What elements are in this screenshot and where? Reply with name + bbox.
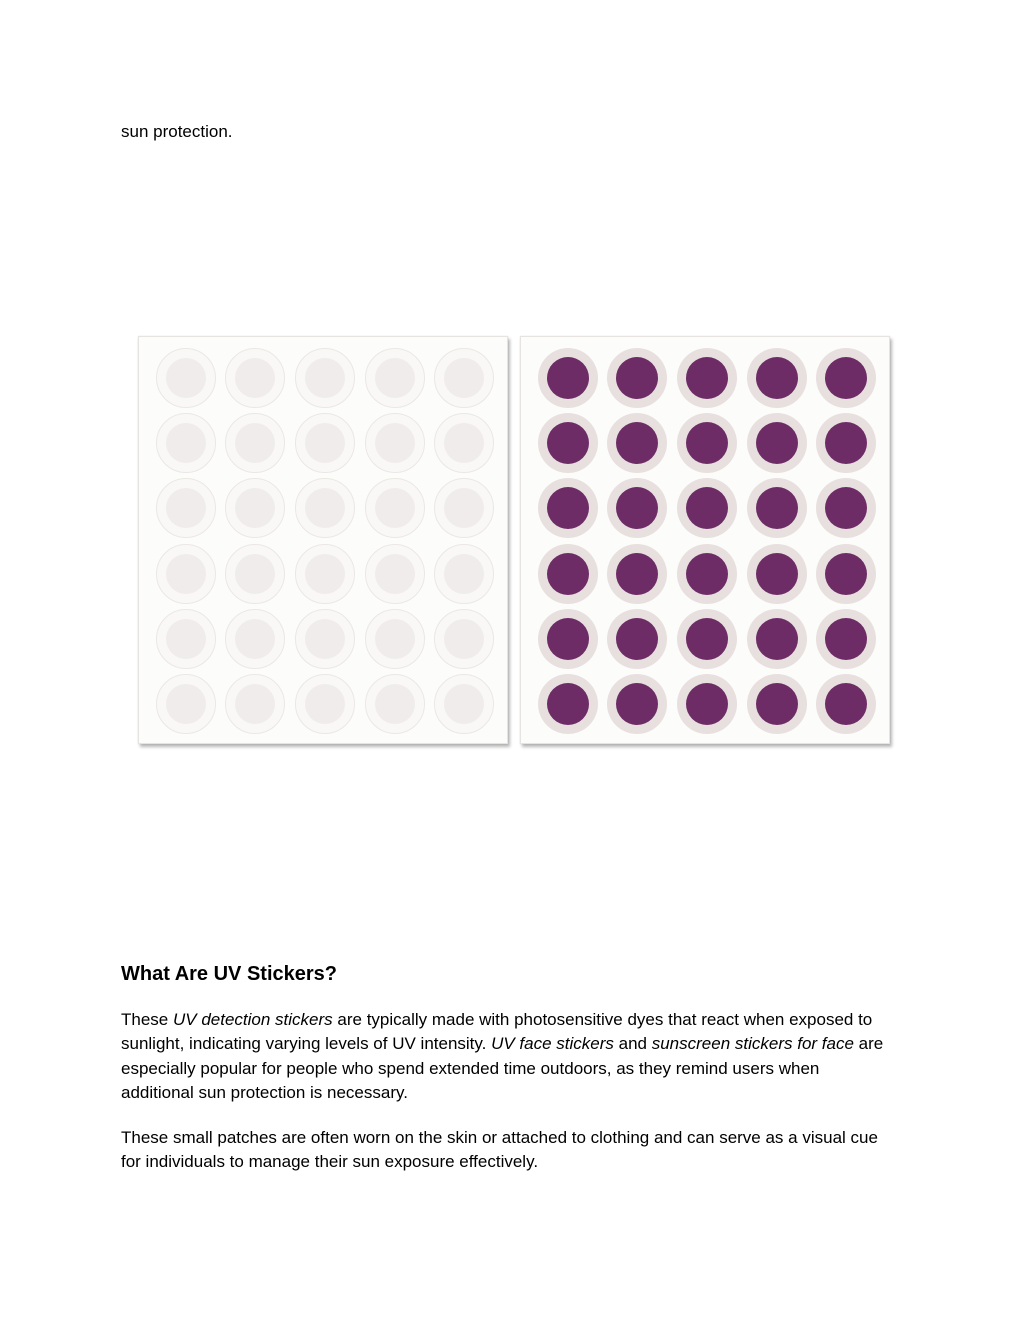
exposed-uv-indicator-dot xyxy=(547,487,589,529)
exposed-uv-indicator-dot xyxy=(825,487,867,529)
exposed-uv-indicator-dot xyxy=(686,487,728,529)
unexposed-uv-indicator-dot xyxy=(444,488,484,528)
exposed-uv-sticker xyxy=(816,674,876,734)
sunscreen-stickers-term: sunscreen stickers for face xyxy=(651,1034,854,1054)
unexposed-uv-sticker xyxy=(225,478,285,538)
unexposed-uv-sticker xyxy=(225,544,285,604)
unexposed-uv-indicator-dot xyxy=(305,423,345,463)
unexposed-uv-indicator-dot xyxy=(305,488,345,528)
paragraph-1-text-c: and xyxy=(613,1034,652,1054)
unexposed-uv-indicator-dot xyxy=(375,358,415,398)
exposed-uv-indicator-dot xyxy=(825,618,867,660)
exposed-sticker-grid xyxy=(533,345,881,737)
unexposed-uv-indicator-dot xyxy=(305,358,345,398)
unexposed-uv-indicator-dot xyxy=(166,619,206,659)
unexposed-uv-sticker xyxy=(225,413,285,473)
unexposed-uv-indicator-dot xyxy=(375,684,415,724)
uv-detection-stickers-term: UV detection stickers xyxy=(172,1010,333,1029)
exposed-uv-sticker xyxy=(538,674,598,734)
section-heading: What Are UV Stickers? xyxy=(121,963,337,985)
unexposed-uv-indicator-dot xyxy=(235,619,275,659)
paragraph-2: These small patches are often worn on the skin or attached to clothing and can serve as a visual cue for individuals to manage their sun exposure effectively. xyxy=(121,1128,878,1172)
exposed-uv-indicator-dot xyxy=(547,422,589,464)
continuation-text: sun protection. xyxy=(121,122,233,141)
unexposed-uv-sticker xyxy=(434,674,494,734)
exposed-uv-sticker xyxy=(677,348,737,408)
unexposed-uv-sticker xyxy=(295,674,355,734)
exposed-uv-indicator-dot xyxy=(616,422,658,464)
unexposed-uv-indicator-dot xyxy=(375,423,415,463)
unexposed-uv-indicator-dot xyxy=(444,684,484,724)
unexposed-uv-indicator-dot xyxy=(305,684,345,724)
unexposed-uv-sticker xyxy=(434,478,494,538)
exposed-uv-indicator-dot xyxy=(756,422,798,464)
paragraph-1-text-d: are especially popular for people who spend extended time outdoors, as they remind users when additional sun protection is necessary. xyxy=(121,1034,884,1102)
unexposed-uv-sticker xyxy=(156,478,216,538)
unexposed-uv-sticker xyxy=(365,413,425,473)
unexposed-uv-sticker xyxy=(434,609,494,669)
unexposed-uv-sticker xyxy=(295,544,355,604)
unexposed-uv-indicator-dot xyxy=(375,619,415,659)
exposed-uv-sticker xyxy=(538,413,598,473)
exposed-uv-sticker xyxy=(677,478,737,538)
unexposed-uv-indicator-dot xyxy=(166,358,206,398)
unexposed-uv-sticker xyxy=(156,348,216,408)
unexposed-uv-sticker xyxy=(156,544,216,604)
exposed-uv-indicator-dot xyxy=(825,422,867,464)
exposed-uv-sticker xyxy=(538,609,598,669)
exposed-uv-sticker xyxy=(747,413,807,473)
exposed-uv-indicator-dot xyxy=(686,553,728,595)
exposed-uv-indicator-dot xyxy=(825,553,867,595)
exposed-uv-sticker xyxy=(747,609,807,669)
unexposed-sticker-sheet xyxy=(138,336,508,744)
exposed-uv-sticker xyxy=(607,413,667,473)
unexposed-uv-sticker xyxy=(365,674,425,734)
exposed-uv-indicator-dot xyxy=(547,683,589,725)
exposed-uv-sticker xyxy=(747,478,807,538)
exposed-uv-indicator-dot xyxy=(616,618,658,660)
exposed-uv-sticker xyxy=(538,544,598,604)
unexposed-uv-sticker xyxy=(156,674,216,734)
exposed-uv-sticker xyxy=(607,478,667,538)
unexposed-uv-indicator-dot xyxy=(444,358,484,398)
exposed-uv-indicator-dot xyxy=(686,683,728,725)
unexposed-uv-sticker xyxy=(225,609,285,669)
exposed-uv-indicator-dot xyxy=(686,357,728,399)
unexposed-uv-sticker xyxy=(295,413,355,473)
exposed-uv-indicator-dot xyxy=(686,422,728,464)
unexposed-uv-indicator-dot xyxy=(166,488,206,528)
unexposed-uv-indicator-dot xyxy=(444,423,484,463)
exposed-uv-sticker xyxy=(607,674,667,734)
unexposed-uv-sticker xyxy=(295,348,355,408)
exposed-uv-sticker xyxy=(677,544,737,604)
exposed-uv-sticker xyxy=(607,609,667,669)
unexposed-sticker-grid xyxy=(151,345,499,737)
unexposed-uv-indicator-dot xyxy=(444,554,484,594)
unexposed-uv-sticker xyxy=(434,348,494,408)
exposed-uv-indicator-dot xyxy=(756,683,798,725)
exposed-uv-sticker xyxy=(677,674,737,734)
exposed-uv-sticker xyxy=(538,348,598,408)
unexposed-uv-sticker xyxy=(365,478,425,538)
unexposed-uv-sticker xyxy=(156,609,216,669)
exposed-uv-sticker xyxy=(816,609,876,669)
exposed-sticker-sheet xyxy=(520,336,890,744)
exposed-uv-sticker xyxy=(607,348,667,408)
unexposed-uv-indicator-dot xyxy=(235,684,275,724)
unexposed-uv-sticker xyxy=(434,413,494,473)
unexposed-uv-indicator-dot xyxy=(305,619,345,659)
paragraph-1 xyxy=(121,1008,891,1105)
exposed-uv-sticker xyxy=(677,609,737,669)
exposed-uv-sticker xyxy=(538,478,598,538)
exposed-uv-sticker xyxy=(677,413,737,473)
unexposed-uv-sticker xyxy=(225,674,285,734)
paragraph-1-text-a: These xyxy=(121,1010,173,1029)
unexposed-uv-sticker xyxy=(434,544,494,604)
exposed-uv-indicator-dot xyxy=(686,618,728,660)
exposed-uv-indicator-dot xyxy=(547,618,589,660)
exposed-uv-sticker xyxy=(816,348,876,408)
uv-sticker-photo xyxy=(136,334,892,748)
unexposed-uv-indicator-dot xyxy=(305,554,345,594)
exposed-uv-indicator-dot xyxy=(756,553,798,595)
exposed-uv-sticker xyxy=(747,674,807,734)
unexposed-uv-indicator-dot xyxy=(235,554,275,594)
exposed-uv-indicator-dot xyxy=(616,357,658,399)
unexposed-uv-sticker xyxy=(365,609,425,669)
exposed-uv-indicator-dot xyxy=(616,683,658,725)
unexposed-uv-sticker xyxy=(295,609,355,669)
unexposed-uv-indicator-dot xyxy=(375,554,415,594)
exposed-uv-indicator-dot xyxy=(547,553,589,595)
unexposed-uv-sticker xyxy=(225,348,285,408)
exposed-uv-indicator-dot xyxy=(756,357,798,399)
exposed-uv-sticker xyxy=(747,544,807,604)
unexposed-uv-indicator-dot xyxy=(235,358,275,398)
exposed-uv-sticker xyxy=(607,544,667,604)
exposed-uv-indicator-dot xyxy=(825,683,867,725)
exposed-uv-sticker xyxy=(747,348,807,408)
exposed-uv-indicator-dot xyxy=(756,618,798,660)
unexposed-uv-sticker xyxy=(295,478,355,538)
exposed-uv-indicator-dot xyxy=(616,553,658,595)
unexposed-uv-indicator-dot xyxy=(166,554,206,594)
exposed-uv-sticker xyxy=(816,478,876,538)
exposed-uv-sticker xyxy=(816,544,876,604)
exposed-uv-sticker xyxy=(816,413,876,473)
unexposed-uv-indicator-dot xyxy=(375,488,415,528)
unexposed-uv-indicator-dot xyxy=(444,619,484,659)
exposed-uv-indicator-dot xyxy=(756,487,798,529)
exposed-uv-indicator-dot xyxy=(616,487,658,529)
unexposed-uv-indicator-dot xyxy=(166,684,206,724)
unexposed-uv-sticker xyxy=(156,413,216,473)
paragraph-1-text-b: are typically made with photosensitive dyes that react when exposed to sunlight, indicating varying levels of UV intensity. xyxy=(121,1010,873,1054)
exposed-uv-indicator-dot xyxy=(547,357,589,399)
unexposed-uv-sticker xyxy=(365,544,425,604)
unexposed-uv-indicator-dot xyxy=(166,423,206,463)
unexposed-uv-indicator-dot xyxy=(235,488,275,528)
unexposed-uv-sticker xyxy=(365,348,425,408)
unexposed-uv-indicator-dot xyxy=(235,423,275,463)
uv-face-stickers-term: UV face stickers xyxy=(491,1034,614,1054)
exposed-uv-indicator-dot xyxy=(825,357,867,399)
